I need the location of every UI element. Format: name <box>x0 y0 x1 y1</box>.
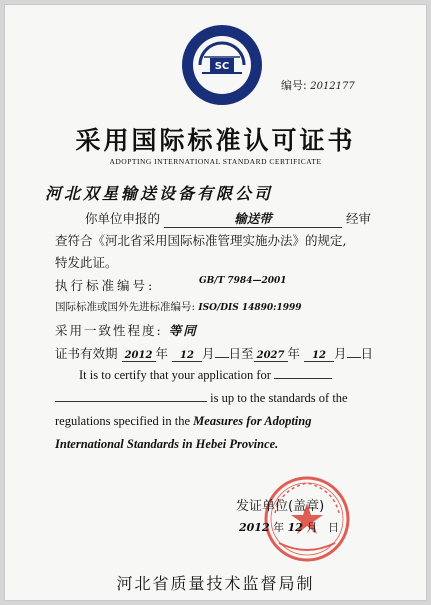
consistency-line <box>55 321 198 339</box>
product-value: 输送带 <box>164 209 342 228</box>
measures-title-part-2: International Standards in Hebei Province. <box>55 437 279 451</box>
consistency-label: 采用一致性程度: <box>55 323 163 338</box>
month-unit: 月 <box>334 346 347 361</box>
valid-from-year: 2012 <box>122 350 156 362</box>
english-blank-2 <box>55 401 207 402</box>
valid-to-month: 12 <box>304 350 334 362</box>
serial-label: 编号: <box>281 79 307 92</box>
english-blank-1 <box>274 378 332 379</box>
issue-year: 2012 <box>239 521 270 534</box>
month-unit: 月 <box>202 346 215 361</box>
serial-value: 2012177 <box>310 81 355 92</box>
intl-standard-value: ISO/DIS 14890:1999 <box>198 303 302 313</box>
applicant-prefix: 你单位申报的 <box>85 211 161 226</box>
logo-text: SC <box>214 61 230 72</box>
issuing-bureau-footer: 河北省质量技术监督局制 <box>116 574 315 593</box>
day-unit: 日 <box>360 346 374 361</box>
valid-to-year: 2027 <box>254 350 288 362</box>
to-unit: 日至 <box>228 346 254 361</box>
english-line-2-text: is up to the standards of the <box>210 391 348 405</box>
certificate-sheet <box>4 4 427 601</box>
english-line-3-text: regulations specified in the <box>55 414 191 428</box>
english-line-3 <box>55 414 311 429</box>
applicant-suffix: 经审 <box>345 211 371 226</box>
issue-year-unit: 年 <box>273 521 285 534</box>
consistency-value: 等同 <box>168 323 198 338</box>
issuing-authority-label: 发证单位(盖章) <box>236 499 325 514</box>
intl-standard-line <box>55 299 302 314</box>
standard-number-label: 执行标准编号: <box>55 278 156 293</box>
year-unit: 年 <box>155 346 169 361</box>
year-unit: 年 <box>287 346 301 361</box>
intl-standard-label: 国际标准或国外先进标准编号: <box>55 301 196 313</box>
measures-title-part-1: Measures for Adopting <box>193 414 312 428</box>
issued-line: 特发此证。 <box>55 255 118 270</box>
issue-month-unit: 月 <box>306 521 318 534</box>
title-chinese: 采用国际标准认可证书 <box>75 126 356 155</box>
english-line-4 <box>55 437 278 452</box>
sc-emblem-icon <box>180 23 264 107</box>
valid-to-day <box>347 357 361 358</box>
issue-date <box>239 519 339 535</box>
english-line-1 <box>79 368 332 383</box>
standard-number-value: GB/T 7984—2001 <box>199 276 287 286</box>
regulation-line: 查符合《河北省采用国际标准管理实施办法》的规定, <box>55 233 347 248</box>
english-line-1-text: It is to certify that your application for <box>79 368 271 382</box>
serial-number <box>281 77 355 93</box>
issue-month: 12 <box>287 521 303 534</box>
valid-from-day <box>215 357 229 358</box>
title-english: ADOPTING INTERNATIONAL STANDARD CERTIFICATE <box>109 157 322 166</box>
validity-line <box>55 344 373 362</box>
company-name: 河北双星输送设备有限公司 <box>45 184 274 203</box>
validity-label: 证书有效期 <box>55 346 118 361</box>
applicant-line <box>85 209 371 228</box>
valid-from-month: 12 <box>172 350 202 362</box>
standard-number-line <box>55 276 155 294</box>
english-line-2 <box>55 391 348 406</box>
issue-day-unit: 日 <box>327 521 339 534</box>
